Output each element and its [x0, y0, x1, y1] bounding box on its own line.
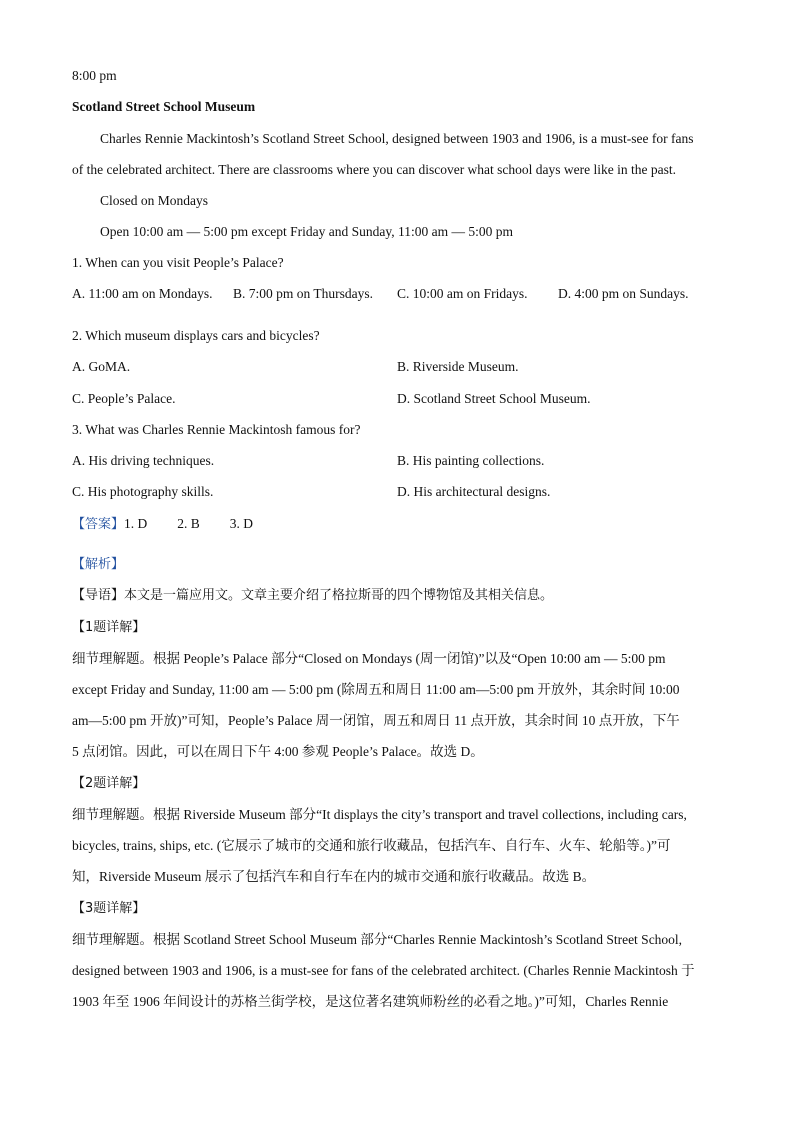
option-c[interactable]: C. People’s Palace.: [72, 391, 176, 406]
q2-detail-line: 知，Riverside Museum 展示了包括汽车和自行车在内的城市交通和旅行收藏品。故选 B。: [72, 869, 596, 884]
option-c[interactable]: C. His photography skills.: [72, 484, 214, 499]
answer-3: 3. D: [229, 516, 254, 531]
closed-line: Closed on Mondays: [100, 193, 208, 208]
q3-detail-line: 细节理解题。根据 Scotland Street School Museum 部分“Charles Rennie Mackintosh’s Scotland Street School,: [72, 932, 683, 947]
option-b[interactable]: B. 7:00 pm on Thursdays.: [233, 286, 374, 301]
option-a[interactable]: A. His driving techniques.: [72, 453, 215, 468]
open-hours-line: Open 10:00 am — 5:00 pm except Friday and Sunday, 11:00 am — 5:00 pm: [100, 224, 513, 239]
option-d[interactable]: D. His architectural designs.: [397, 484, 551, 499]
option-c[interactable]: C. 10:00 am on Fridays.: [397, 286, 528, 301]
option-a[interactable]: A. 11:00 am on Mondays.: [72, 286, 213, 301]
answer-line: [72, 515, 253, 534]
q1-detail-line: 细节理解题。根据 People’s Palace 部分“Closed on Mondays (周一闭馆)”以及“Open 10:00 am — 5:00 pm: [72, 651, 666, 666]
option-b[interactable]: B. His painting collections.: [397, 453, 545, 468]
q2-detail-title: 【2题详解】: [72, 776, 146, 791]
q3-detail-title: 【3题详解】: [72, 901, 146, 916]
question-stem: 3. What was Charles Rennie Mackintosh famous for?: [72, 422, 361, 437]
section-title: Scotland Street School Museum: [72, 99, 256, 114]
paragraph-line: Charles Rennie Mackintosh’s Scotland Street School, designed between 1903 and 1906, is a must-see for fans: [100, 131, 694, 146]
question-stem: 2. Which museum displays cars and bicycles?: [72, 328, 320, 343]
time-line: 8:00 pm: [72, 68, 117, 83]
answer-label: 【答案】: [72, 517, 125, 532]
q1-detail-title: 【1题详解】: [72, 620, 146, 635]
q3-detail-line: 1903 年至 1906 年间设计的苏格兰街学校，是这位著名建筑师粉丝的必看之地。)”可知，Charles Rennie: [72, 994, 669, 1009]
q2-detail-line: 细节理解题。根据 Riverside Museum 部分“It displays the city’s transport and travel collections, including cars,: [72, 807, 687, 822]
paragraph-line: of the celebrated architect. There are classrooms where you can discover what school days were like in the past.: [72, 162, 677, 177]
q1-detail-line: 5 点闭馆。因此，可以在周日下午 4:00 参观 People’s Palace。故选 D。: [72, 744, 484, 759]
question-stem: 1. When can you visit People’s Palace?: [72, 255, 284, 270]
q3-detail-line: designed between 1903 and 1906, is a must-see for fans of the celebrated architect. (Charles Rennie Mackintosh 于: [72, 963, 695, 978]
q1-detail-line: am—5:00 pm 开放)”可知，People’s Palace 周一闭馆，周五和周日 11 点开放，其余时间 10 点开放，下午: [72, 713, 680, 728]
option-d[interactable]: D. 4:00 pm on Sundays.: [558, 286, 689, 301]
option-b[interactable]: B. Riverside Museum.: [397, 359, 519, 374]
q1-detail-line: except Friday and Sunday, 11:00 am — 5:00 pm (除周五和周日 11:00 am—5:00 pm 开放外，其余时间 10:00: [72, 682, 680, 697]
intro-line: 【导语】本文是一篇应用文。文章主要介绍了格拉斯哥的四个博物馆及其相关信息。: [72, 588, 554, 603]
option-d[interactable]: D. Scotland Street School Museum.: [397, 391, 591, 406]
answer-1: 1. D: [124, 516, 148, 531]
analysis-label: 【解析】: [72, 557, 125, 572]
answer-2: 2. B: [177, 516, 200, 531]
q2-detail-line: bicycles, trains, ships, etc. (它展示了城市的交通和旅行收藏品，包括汽车、自行车、火车、轮船等。)”可: [72, 838, 671, 853]
option-a[interactable]: A. GoMA.: [72, 359, 131, 374]
